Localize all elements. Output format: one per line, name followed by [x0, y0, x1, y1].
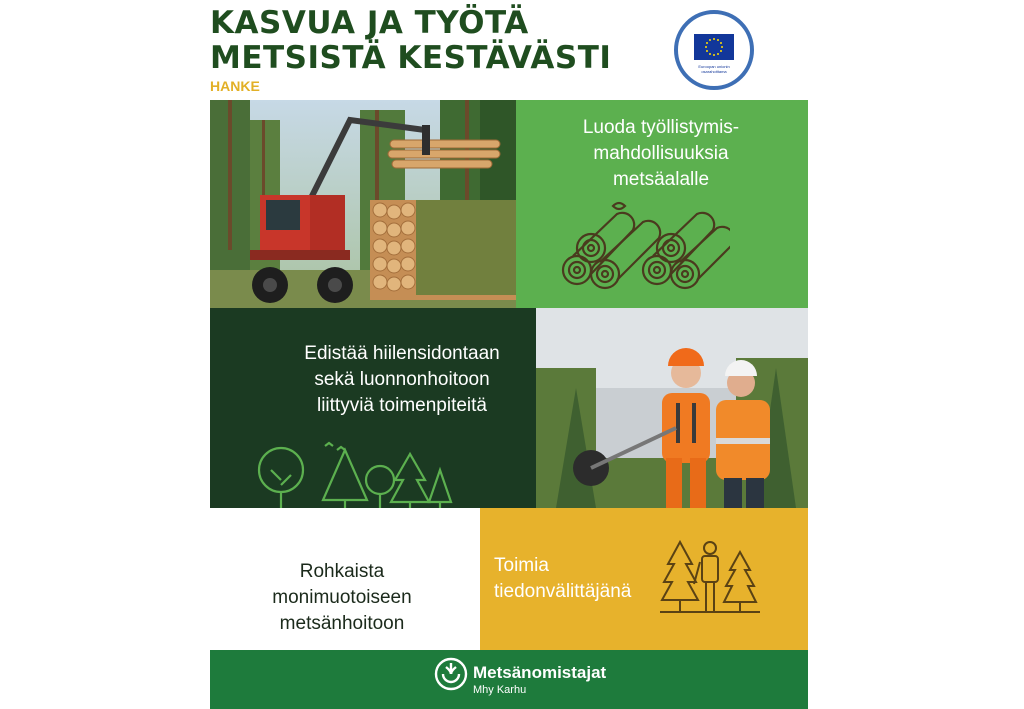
goal-carbon-line-3: liittyviä toimenpiteitä [316, 395, 488, 416]
goal-carbon-line-1: Edistää hiilensidontaan [304, 343, 500, 364]
logs-icon [555, 200, 730, 295]
goal-diversity-text [222, 559, 462, 637]
goal-employment-line-3: metsäalalle [612, 169, 710, 190]
person-trees-icon [660, 538, 760, 618]
goal-info-line-1: Toimia [494, 555, 549, 576]
forest-workers-photo [536, 308, 808, 508]
metsanomistajat-logo-icon [434, 657, 468, 691]
goal-employment-line-2: mahdollisuuksia [593, 143, 729, 164]
goal-carbon-line-2: sekä luonnonhoitoon [314, 369, 490, 390]
goal-carbon-text [270, 341, 534, 419]
forwarder-photo [210, 100, 516, 308]
goal-diversity-line-3: metsänhoitoon [279, 613, 405, 634]
page-title [210, 6, 611, 76]
title-line-1: KASVUA JA TYÖTÄ [210, 5, 529, 41]
eu-logo-text: Euroopan unionin osarahoittama [698, 64, 730, 74]
eu-logo [674, 10, 754, 90]
goal-diversity-line-2: monimuotoiseen [272, 587, 412, 608]
goal-employment-line-1: Luoda työllistymis- [582, 117, 740, 138]
footer-subbrand: Mhy Karhu [473, 684, 527, 696]
goal-diversity-line-1: Rohkaista [299, 561, 385, 582]
footer-brand: Metsänomistajat [473, 663, 607, 682]
goal-employment-text [536, 115, 786, 193]
goal-info-line-2: tiedonvälittäjänä [494, 581, 632, 602]
title-line-2: METSISTÄ KESTÄVÄSTI [210, 40, 612, 76]
goal-info-text [494, 553, 644, 605]
page-subtitle: HANKE [210, 78, 260, 94]
eu-flag-icon [694, 34, 734, 60]
